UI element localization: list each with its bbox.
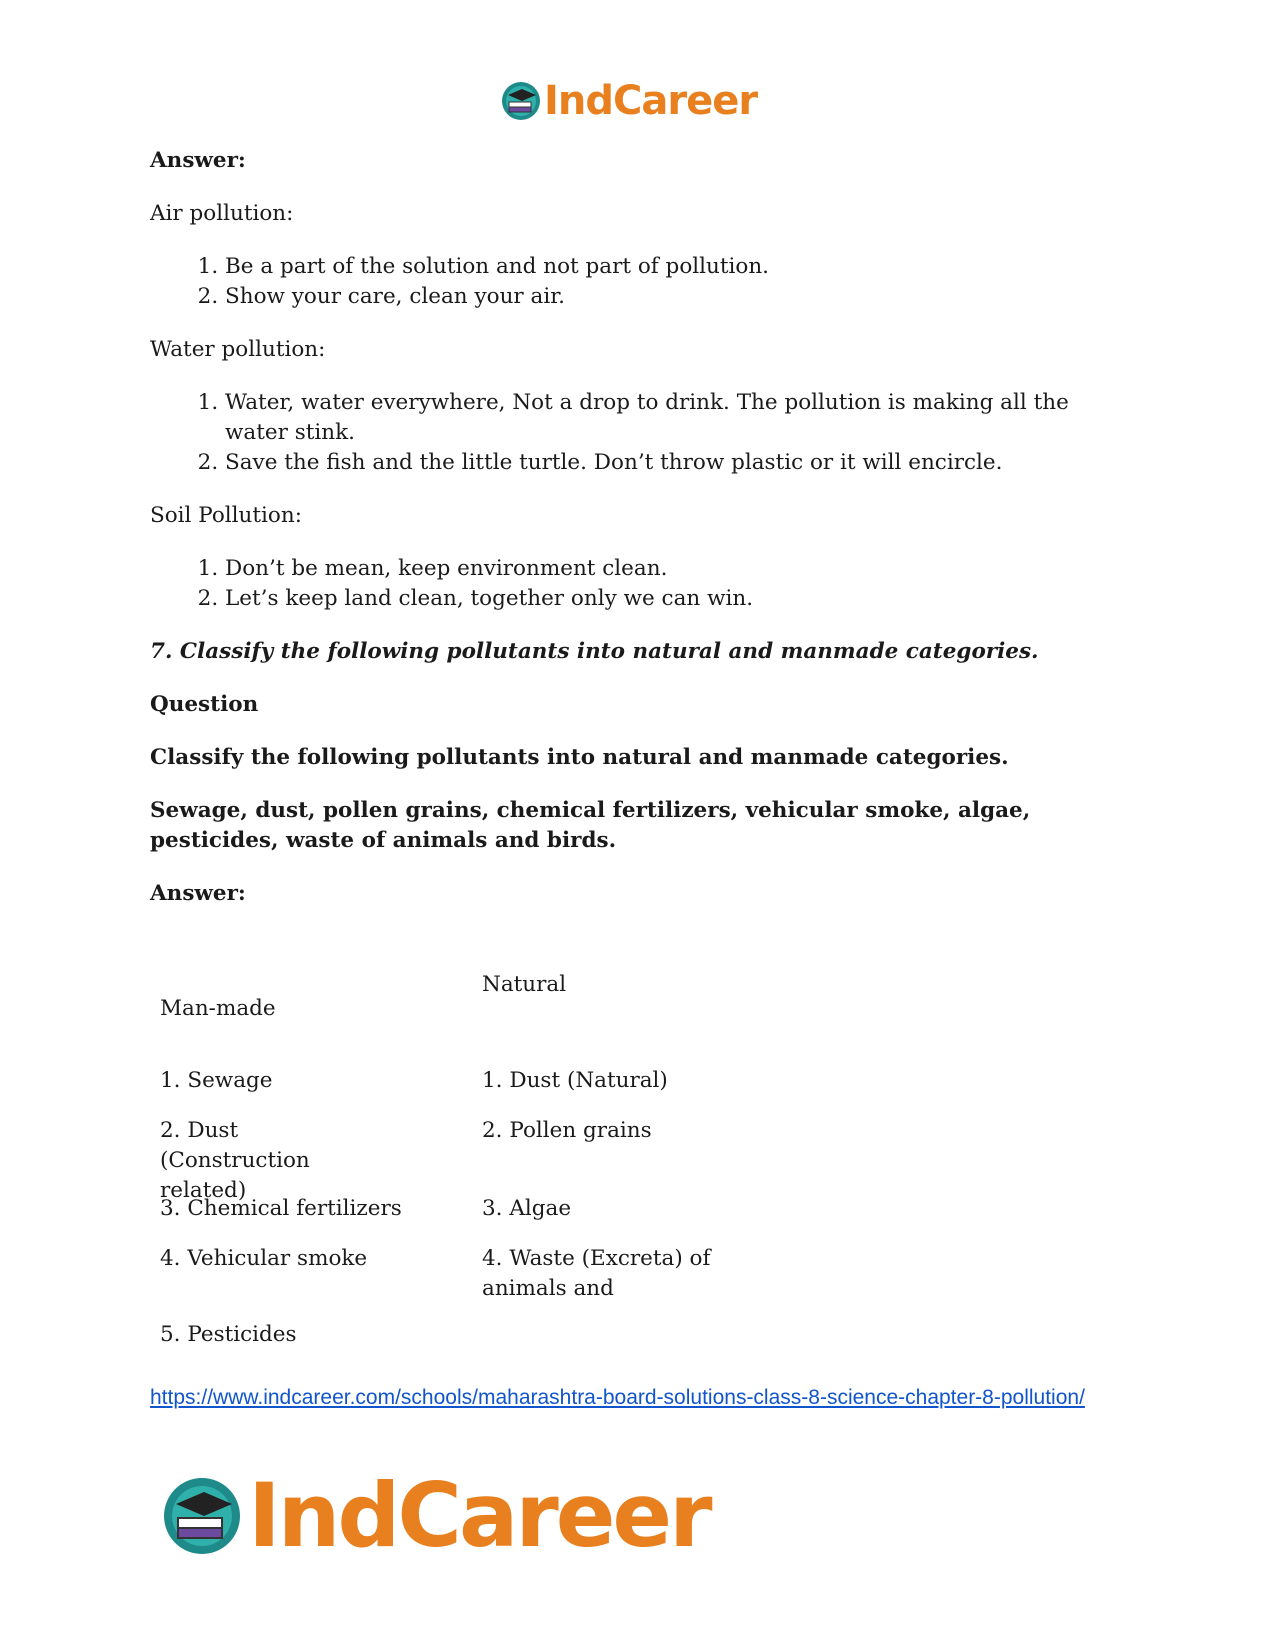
list-item: 2. Show your care, clean your air. (225, 282, 1130, 312)
header-manmade: Man-made (160, 996, 276, 1021)
document-body (150, 146, 1130, 909)
graduation-cap-book-icon (500, 80, 542, 122)
table-cell-manmade: 4. Vehicular smoke (160, 1246, 368, 1271)
logo-top (500, 80, 757, 122)
answer-heading: Answer: (150, 148, 246, 173)
list-item: 1. Be a part of the solution and not part of pollution. (225, 252, 1130, 282)
section-title-air: Air pollution: (150, 201, 294, 226)
question-label: Question (150, 692, 259, 717)
section-title-water: Water pollution: (150, 337, 326, 362)
list-soil (150, 554, 1130, 614)
table-cell-natural: 3. Algae (482, 1196, 572, 1221)
table-cell-natural: 4. Waste (Excreta) of animals and (482, 1246, 711, 1301)
logo-text: IndCareer (544, 78, 758, 124)
answer-heading-2: Answer: (150, 881, 246, 906)
table-cell-natural: 1. Dust (Natural) (482, 1068, 668, 1093)
table-cell-manmade: 5. Pesticides (160, 1322, 297, 1347)
list-item: 2. Let’s keep land clean, together only we can win. (225, 584, 1130, 614)
header-natural: Natural (482, 972, 567, 997)
list-water (150, 388, 1130, 478)
list-item: 1. Water, water everywhere, Not a drop to drink. The pollution is making all the water stink. (225, 388, 1130, 448)
table-cell-manmade: 3. Chemical fertilizers (160, 1196, 402, 1221)
question-7-heading: 7. Classify the following pollutants into natural and manmade categories. (150, 639, 1039, 664)
logo-text: IndCareer (248, 1464, 710, 1567)
question-text: Classify the following pollutants into natural and manmade categories. (150, 745, 1009, 770)
list-item: 1. Don’t be mean, keep environment clean. (225, 554, 1130, 584)
graduation-cap-book-icon (160, 1474, 244, 1558)
table-cell-manmade: 1. Sewage (160, 1068, 273, 1093)
table-cell-natural: 2. Pollen grains (482, 1118, 652, 1143)
section-title-soil: Soil Pollution: (150, 503, 302, 528)
question-items: Sewage, dust, pollen grains, chemical fertilizers, vehicular smoke, algae, pesticides, waste of animals and birds. (150, 798, 1031, 853)
list-item: 2. Save the fish and the little turtle. Don’t throw plastic or it will encircle. (225, 448, 1130, 478)
table-cell-manmade: 2. Dust (Construction related) (160, 1118, 310, 1203)
logo-bottom (160, 1464, 710, 1567)
list-air (150, 252, 1130, 312)
source-link[interactable]: https://www.indcareer.com/schools/maharashtra-board-solutions-class-8-science-chapter-8-pollution/ (150, 1386, 1085, 1409)
